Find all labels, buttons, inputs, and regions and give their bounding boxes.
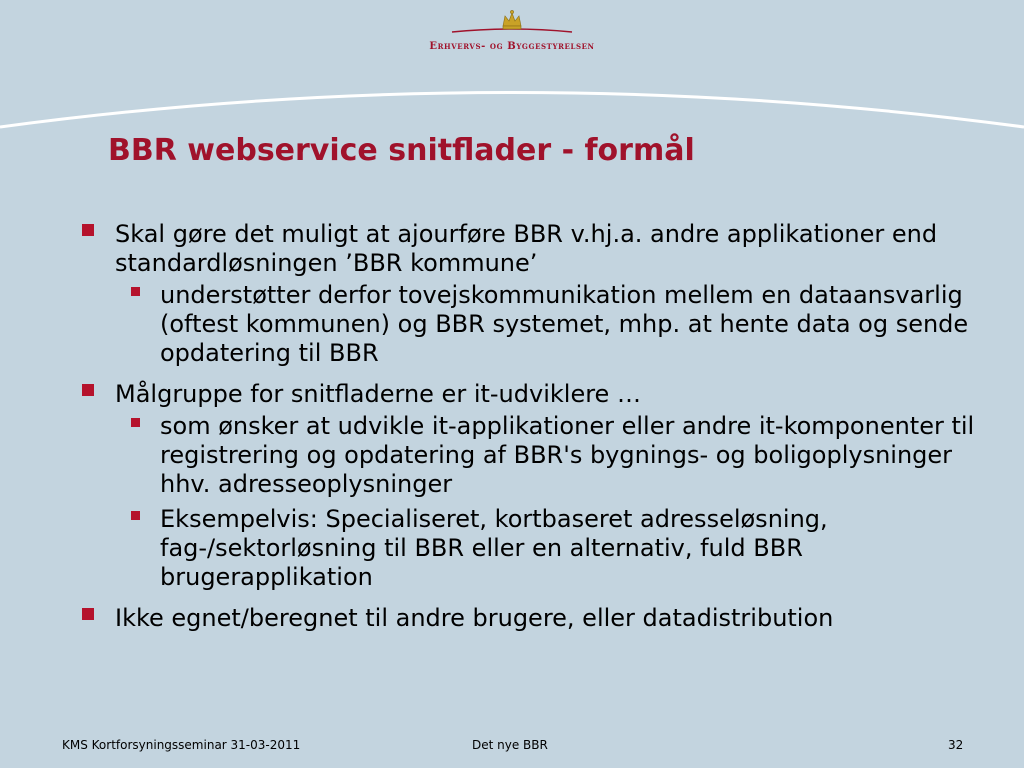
square-bullet-icon — [82, 224, 94, 236]
bullet-text: Skal gøre det muligt at ajourføre BBR v.hj.a. andre applikationer end standardløsningen ’BBR kommune’ — [115, 220, 938, 277]
sub-bullet-text: Eksempelvis: Specialiseret, kortbaseret adresseløsning, fag-/sektorløsning til BBR eller en alternativ, fuld BBR brugerapplikation — [160, 505, 828, 591]
crown-icon — [412, 8, 612, 40]
footer-event: KMS Kortforsyningsseminar 31-03-2011 — [62, 738, 301, 752]
agency-logo — [412, 8, 612, 52]
bullet-item — [80, 380, 1000, 592]
square-bullet-icon — [131, 511, 140, 520]
bullet-text: Ikke egnet/beregnet til andre brugere, eller datadistribution — [115, 604, 834, 632]
footer-title: Det nye BBR — [472, 738, 548, 752]
logo-text: Erhvervs- og Byggestyrelsen — [429, 41, 595, 52]
square-bullet-icon — [82, 608, 94, 620]
slide-title: BBR webservice snitflader - formål — [108, 133, 695, 168]
bullet-item — [80, 220, 1000, 368]
page-number: 32 — [948, 738, 964, 752]
square-bullet-icon — [131, 287, 140, 296]
sub-bullet-item — [115, 412, 1000, 499]
square-bullet-icon — [131, 418, 140, 427]
bullet-list — [80, 220, 1000, 633]
sub-bullet-item — [115, 281, 1000, 368]
bullet-item — [80, 604, 1000, 633]
sub-bullet-text: som ønsker at udvikle it-applikationer eller andre it-komponenter til registrering og opdatering af BBR's bygnings- og boligoplysninger hhv. adresseoplysninger — [160, 412, 975, 498]
bullet-text: Målgruppe for snitfladerne er it-udviklere … — [115, 380, 641, 408]
square-bullet-icon — [82, 384, 94, 396]
sub-bullet-item — [115, 505, 1000, 592]
sub-bullet-text: understøtter derfor tovejskommunikation mellem en dataansvarlig (oftest kommunen) og BBR systemet, mhp. at hente data og sende opdatering til BBR — [160, 281, 969, 367]
